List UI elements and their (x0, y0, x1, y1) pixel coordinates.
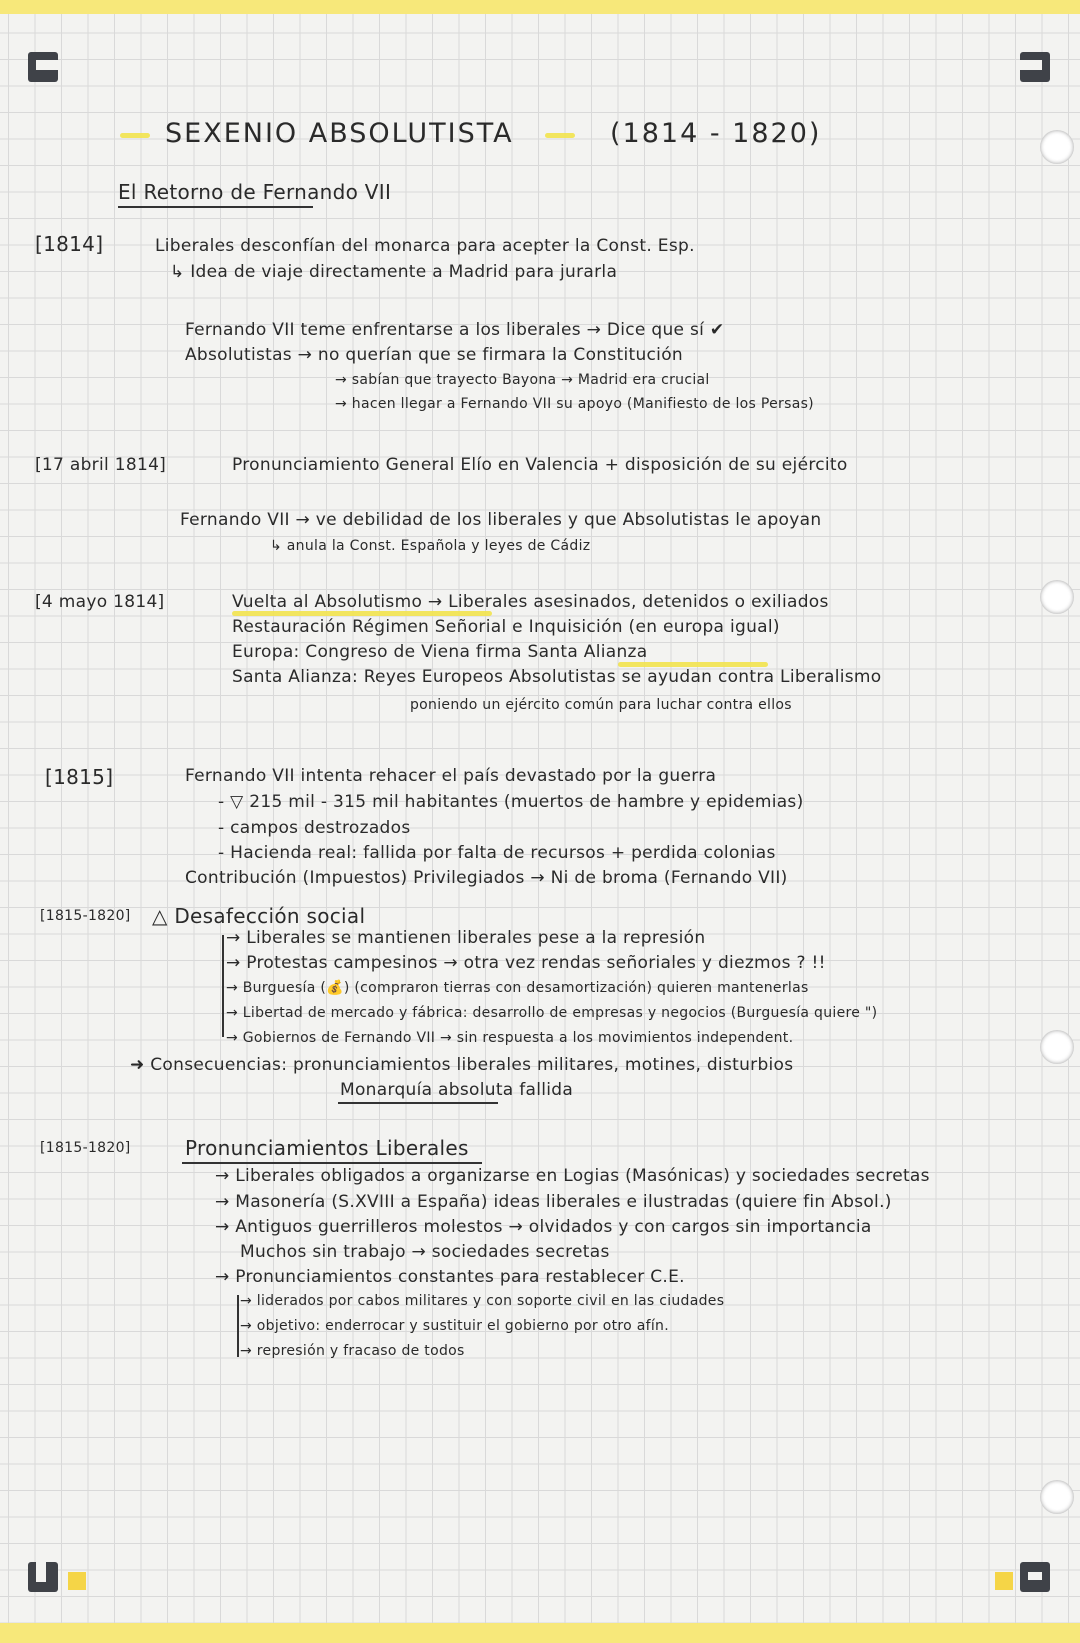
section-heading: Pronunciamientos Liberales (185, 1136, 469, 1160)
conclusion-underline (338, 1102, 498, 1104)
list-item: → Gobiernos de Fernando VII → sin respuesta a los movimientos independent. (226, 1030, 794, 1046)
date-label: [1815-1820] (40, 1140, 131, 1156)
note-line: Contribución (Impuestos) Privilegiados → Ni de broma (Fernando VII) (185, 868, 788, 888)
corner-mark-icon (1020, 1562, 1050, 1592)
title-highlight-dash (120, 133, 150, 138)
date-label: [4 mayo 1814] (35, 592, 165, 612)
top-frame-band (0, 0, 1080, 14)
binder-hole (1040, 1480, 1074, 1514)
date-label: [1815-1820] (40, 908, 131, 924)
note-line: - campos destrozados (218, 818, 411, 838)
corner-mark-icon (28, 52, 58, 82)
subtitle-underline (118, 206, 313, 208)
list-item: → Pronunciamientos constantes para restablecer C.E. (215, 1267, 685, 1287)
note-line: Fernando VII → ve debilidad de los liberales y que Absolutistas le apoyan (180, 510, 822, 530)
corner-mark-icon (1020, 52, 1050, 82)
note-line: Restauración Régimen Señorial e Inquisición (en europa igual) (232, 617, 780, 637)
note-line: Europa: Congreso de Viena firma Santa Alianza (232, 642, 648, 662)
list-item: → Masonería (S.XVIII a España) ideas liberales e ilustradas (quiere fin Absol.) (215, 1192, 892, 1212)
list-bracket (222, 935, 224, 1037)
note-line: Fernando VII teme enfrentarse a los liberales → Dice que sí ✔ (185, 320, 725, 340)
title-dates: (1814 - 1820) (610, 118, 822, 149)
consequences-line: ➜ Consecuencias: pronunciamientos liberales militares, motines, disturbios (130, 1055, 794, 1075)
title-highlight-dash (545, 133, 575, 138)
corner-mark-icon (28, 1562, 58, 1592)
binder-hole (1040, 130, 1074, 164)
list-bracket (237, 1295, 239, 1357)
sub-item: → represión y fracaso de todos (240, 1343, 465, 1359)
subtitle: El Retorno de Fernando VII (118, 180, 392, 204)
binder-hole (1040, 580, 1074, 614)
list-item: → Liberales obligados a organizarse en Logias (Masónicas) y sociedades secretas (215, 1166, 930, 1186)
list-item: → Burguesía (💰) (compraron tierras con desamortización) quieren mantenerlas (226, 980, 809, 996)
date-label: [17 abril 1814] (35, 455, 167, 475)
note-line: - ▽ 215 mil - 315 mil habitantes (muertos de hambre y epidemias) (218, 792, 804, 812)
list-item: → Antiguos guerrilleros molestos → olvidados y con cargos sin importancia (215, 1217, 872, 1237)
list-item: → Protestas campesinos → otra vez rendas señoriales y diezmos ? !! (226, 953, 826, 973)
note-line: ↳ Idea de viaje directamente a Madrid para jurarla (170, 262, 618, 282)
note-line: Absolutistas → no querían que se firmara la Constitución (185, 345, 683, 365)
bottom-frame-band (0, 1623, 1080, 1643)
sub-item: → objetivo: enderrocar y sustituir el gobierno por otro afín. (240, 1318, 669, 1334)
date-label: [1815] (45, 765, 114, 789)
note-line: → hacen llegar a Fernando VII su apoyo (Manifiesto de los Persas) (335, 396, 814, 412)
sub-item: → liderados por cabos militares y con soporte civil en las ciudades (240, 1293, 725, 1309)
conclusion: Monarquía absoluta fallida (340, 1080, 574, 1100)
note-line: Vuelta al Absolutismo → Liberales asesinados, detenidos o exiliados (232, 592, 829, 612)
note-line: Pronunciamiento General Elío en Valencia + disposición de su ejército (232, 455, 848, 475)
note-line: Santa Alianza: Reyes Europeos Absolutistas se ayudan contra Liberalismo (232, 667, 882, 687)
list-item: → Libertad de mercado y fábrica: desarrollo de empresas y negocios (Burguesía quiere ") (226, 1005, 878, 1021)
list-item: Muchos sin trabajo → sociedades secretas (240, 1242, 610, 1262)
note-line: ↳ anula la Const. Española y leyes de Cádiz (270, 538, 591, 554)
list-item: → Liberales se mantienen liberales pese a la represión (226, 928, 706, 948)
page-title: SEXENIO ABSOLUTISTA (165, 118, 514, 149)
note-line: → sabían que trayecto Bayona → Madrid era crucial (335, 372, 710, 388)
note-line: - Hacienda real: fallida por falta de recursos + perdida colonias (218, 843, 776, 863)
section-heading: △ Desafección social (152, 904, 366, 928)
date-label: [1814] (35, 232, 104, 256)
note-line: Liberales desconfían del monarca para acepter la Const. Esp. (155, 236, 695, 256)
note-line: Fernando VII intenta rehacer el país devastado por la guerra (185, 766, 717, 786)
yellow-square-icon (995, 1572, 1013, 1590)
yellow-square-icon (68, 1572, 86, 1590)
binder-hole (1040, 1030, 1074, 1064)
heading-underline (182, 1162, 482, 1164)
note-line: poniendo un ejército común para luchar contra ellos (410, 697, 792, 713)
